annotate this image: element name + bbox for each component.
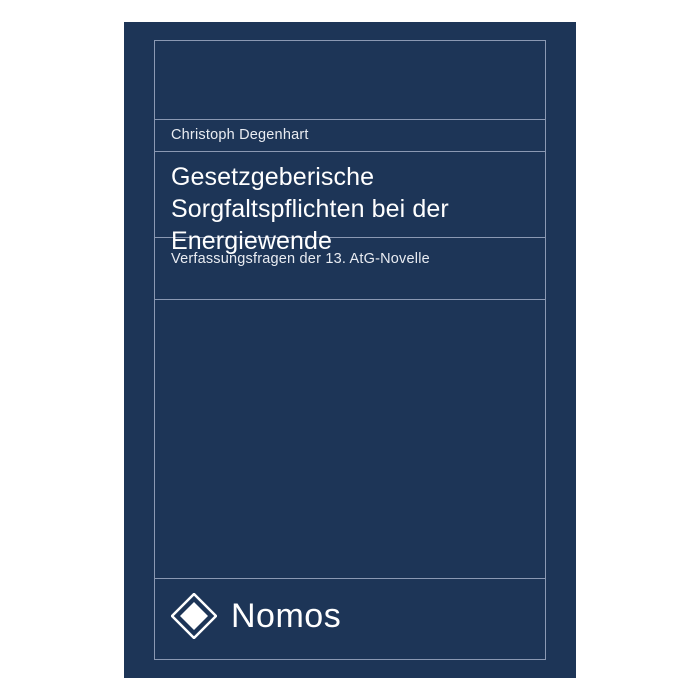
divider-subtitle bbox=[155, 299, 545, 300]
book-author: Christoph Degenhart bbox=[171, 127, 309, 143]
divider-author bbox=[155, 151, 545, 152]
publisher-name: Nomos bbox=[231, 597, 342, 635]
nomos-diamond-logo-icon bbox=[171, 593, 217, 639]
book-title: Gesetzgeberische Sorgfaltspflichten bei der Energiewende bbox=[171, 163, 449, 255]
book-subtitle: Verfassungsfragen der 13. AtG-Novelle bbox=[171, 251, 430, 267]
book-cover bbox=[124, 22, 576, 678]
cover-border-frame bbox=[154, 40, 546, 660]
divider-publisher bbox=[155, 578, 545, 579]
publisher-block bbox=[171, 587, 341, 645]
divider-top bbox=[155, 119, 545, 120]
